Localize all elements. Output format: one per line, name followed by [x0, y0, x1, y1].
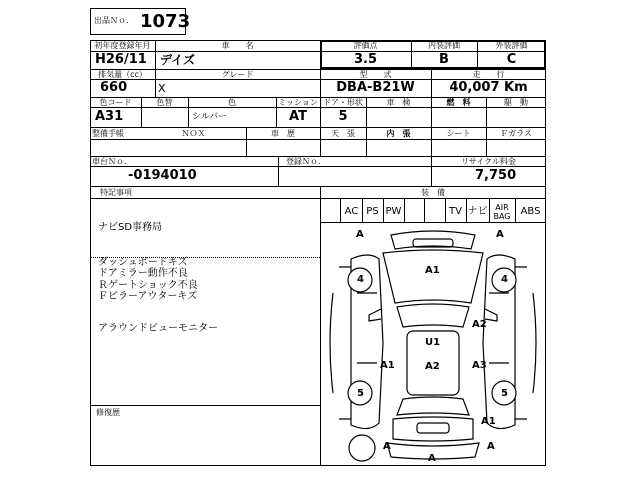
damage-mark: A3 — [472, 360, 487, 371]
interior2-header: 内 張 — [386, 129, 411, 138]
remark-line: ナビSD事務局 — [98, 222, 163, 233]
damage-mark: A — [356, 229, 364, 240]
history-header: 車 歴 — [271, 129, 295, 138]
damage-mark: A1 — [481, 416, 496, 427]
remark-line: Ｆピラーアウターキズ — [98, 291, 198, 302]
car-name-header: 車 名 — [221, 41, 254, 50]
score-value: 3.5 — [353, 52, 378, 67]
equipment-navi: ナビ — [467, 206, 488, 217]
exterior-header: 外装評価 — [495, 41, 528, 50]
equipment-ps: PS — [366, 206, 379, 217]
interior-value: B — [439, 52, 449, 67]
color-header: 色 — [228, 98, 236, 107]
chassis-no-header: 車台Ｎｏ． — [92, 157, 132, 166]
recycle-header: リサイクル料金 — [461, 157, 516, 166]
damage-mark: 5 — [501, 388, 508, 399]
damage-mark: 4 — [501, 274, 508, 285]
fuel-header: 燃 料 — [446, 98, 471, 107]
equipment-abs: ABS — [520, 206, 541, 217]
equipment-ac: AC — [344, 206, 359, 217]
reg-no-header: 登録Ｎｏ． — [286, 157, 326, 166]
mission-header: ミッション — [278, 98, 318, 107]
damage-mark: A — [487, 441, 495, 452]
color-code-value: A31 — [95, 109, 124, 124]
displacement-header: 排気量（cc） — [98, 70, 147, 79]
damage-mark: A — [496, 229, 504, 240]
exterior-value: C — [506, 52, 517, 67]
damage-mark: U1 — [425, 337, 441, 348]
recycle-value: 7,750 — [475, 168, 517, 183]
damage-mark: A2 — [425, 361, 440, 372]
color-type-header: 色替 — [156, 98, 173, 107]
model-header: 型 式 — [359, 70, 392, 79]
remark-line: アラウンドビューモニター — [98, 323, 218, 334]
car-name-value: デイズ — [160, 53, 196, 67]
mileage-header: 走 行 — [472, 70, 505, 79]
interior-header: 内装評価 — [428, 41, 460, 50]
equipment-tv: TV — [449, 206, 462, 217]
remarks-header: 特記事項 — [100, 188, 132, 197]
first-reg-value: H26/11 — [95, 52, 147, 67]
mileage-value: 40,007 Km — [449, 80, 528, 95]
damage-mark: 4 — [357, 274, 364, 285]
chassis-no-value: -0194010 — [128, 168, 197, 183]
ceiling-header: 天 張 — [331, 129, 355, 138]
grade-header: グレード — [221, 70, 254, 79]
model-value: DBA-B21W — [336, 80, 415, 95]
repair-header: 修復歴 — [96, 408, 120, 417]
drive-header: 駆 動 — [504, 98, 528, 107]
damage-mark: A — [428, 453, 436, 464]
inspection-header: 車 検 — [386, 98, 411, 107]
equipment-airbag: AIR BAG — [493, 203, 511, 221]
remark-line: ドアミラー動作不良 — [98, 268, 188, 279]
displacement-value: 660 — [100, 80, 128, 95]
first-reg-header: 初年度登録年月 — [94, 41, 151, 50]
lot-number-value: 1073 — [140, 11, 191, 32]
lot-number-label: 出品Ｎｏ． — [94, 16, 134, 25]
score-header: 評価点 — [353, 41, 378, 50]
grade-value: X — [158, 82, 166, 95]
damage-mark: A2 — [472, 319, 487, 330]
nox-header: ＮＯＸ — [181, 129, 206, 138]
maint-book-header: 整備手帳 — [92, 129, 124, 138]
damage-mark: A1 — [380, 360, 395, 371]
mission-value: AT — [289, 109, 307, 124]
damage-mark: 5 — [357, 388, 364, 399]
damage-mark: A — [383, 441, 391, 452]
equipment-header: 装 備 — [421, 188, 445, 197]
seat-header: シート — [446, 129, 471, 138]
color-code-header: 色コード — [99, 98, 132, 107]
color-value: シルバー — [192, 112, 228, 122]
doors-header: ドア・形状 — [323, 98, 363, 107]
fglass-header: Ｆガラス — [500, 129, 532, 138]
remark-line: ダッシュボードキズ — [98, 257, 188, 268]
remark-line: Ｒゲートショック不良 — [98, 280, 198, 291]
damage-mark: A1 — [425, 265, 440, 276]
doors-value: 5 — [338, 109, 348, 124]
equipment-pw: PW — [385, 206, 402, 217]
